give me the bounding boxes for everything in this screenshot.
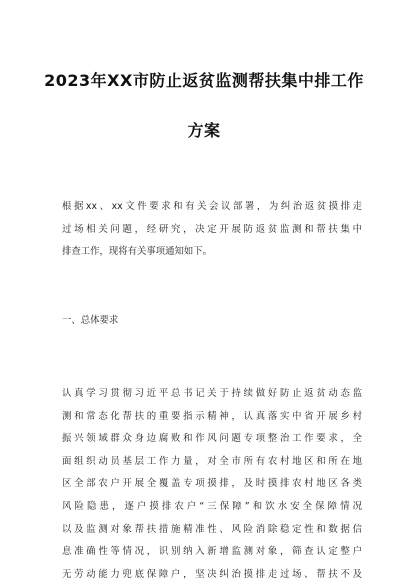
document-title-line-2: 方案: [187, 121, 221, 140]
body-line: 息准确性等情况，识别纳入新增监测对象，筛查认定整户: [62, 546, 362, 558]
intro-line: 过场相关问题，经研究，决定开展防返贫监测和帮扶集中: [62, 223, 362, 235]
body-line: 以及监测对象帮扶措施精准性、风险消除稳定性和数据信: [62, 523, 362, 535]
intro-paragraph: [62, 196, 362, 264]
document-title-line-1: 2023年XX市防止返贫监测帮扶集中排工作: [44, 71, 364, 90]
body-line: 测和常态化帮扶的重要指示精神，认真落实中省开展乡村: [62, 410, 362, 422]
body-line: 面组织动员基层工作力量，对全市所有农村地区和所在地: [62, 455, 362, 467]
section-heading: 一、总体要求: [62, 315, 119, 326]
intro-line: 根据xx、xx文件要求和有关会议部署，为纠治返贫摸排走: [62, 201, 362, 212]
body-line: 认真学习贯彻习近平总书记关于持续做好防止返贫动态监: [62, 388, 362, 399]
body-line: 无劳动能力兜底保障户，坚决纠治摸排走过场、帮扶不及: [62, 568, 362, 580]
body-line: 风险隐患，逐户摸排农户“三保障”和饮水安全保障情况: [62, 500, 362, 512]
intro-line: 排查工作，现将有关事项通知如下。: [62, 246, 213, 258]
body-line: 区全部农户开展全覆盖专项摸排，及时摸排农村地区各类: [62, 478, 362, 490]
section-1-paragraph: [62, 383, 362, 586]
body-line: 振兴领域群众身边腐败和作风问题专项整治工作要求，全: [62, 433, 362, 445]
